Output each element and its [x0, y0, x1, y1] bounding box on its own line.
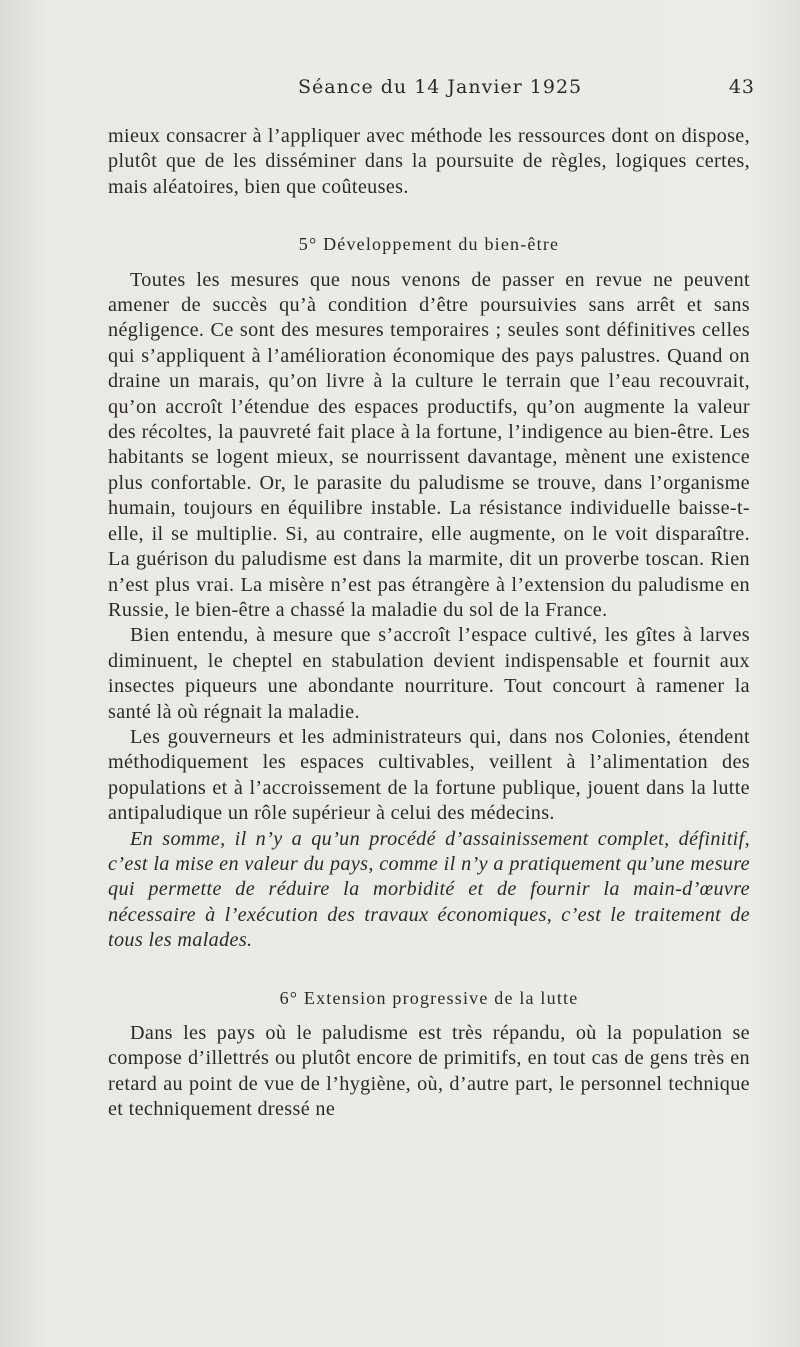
- section-heading-5: 5° Développement du bien-être: [298, 234, 560, 255]
- running-header: [108, 76, 755, 102]
- page-body: [108, 124, 750, 1123]
- paragraph: Dans les pays où le paludisme est très répandu, où la population se compose d’illettrés ou plutôt encore de primitifs, en tout cas de gens très en retard au point de vue de l’hygiène, où, d’autre part, le personnel technique et techniquement dressé ne: [108, 1022, 750, 1121]
- page-number: 43: [728, 76, 755, 98]
- section-heading-6: 6° Extension progressive de la lutte: [279, 987, 579, 1008]
- paragraph-continued: mieux consacrer à l’appliquer avec méthode les ressources dont on dispose, plutôt que de les disséminer dans la poursuite de règles, logiques certes, mais aléatoires, bien que coûteuses.: [108, 125, 750, 198]
- paragraph: Bien entendu, à mesure que s’accroît l’espace cultivé, les gîtes à larves diminuent, le cheptel en stabulation devient indispensable et fournit aux insectes piqueurs une abondante nourriture. Tout concourt à ramener la santé là où régnait la maladie.: [108, 624, 750, 723]
- paragraph-italic-summary: En somme, il n’y a qu’un procédé d’assainissement complet, définitif, c’est la mise en valeur du pays, comme il n’y a pratiquement qu’une mesure qui permette de réduire la morbidité et de fournir la main-d’œuvre nécessaire à l’exécution des travaux économiques, c’est le traitement de tous les malades.: [108, 827, 750, 952]
- paragraph: Toutes les mesures que nous venons de passer en revue ne peuvent amener de succès qu’à condition d’être poursuivies sans arrêt et sans négligence. Ce sont des mesures temporaires ; seules sont définitives celles qui s’appliquent à l’amélioration économique des pays palustres. Quand on draine un marais, qu’on livre à la culture le terrain que l’eau recouvrait, qu’on accroît l’étendue des espaces productifs, qu’on augmente la valeur des récoltes, la pauvreté fait place à la fortune, l’indigence au bien-être. Les habitants se logent mieux, se nourrissent davantage, mènent une existence plus confortable. Or, le parasite du paludisme se trouve, dans l’organisme humain, toujours en équilibre instable. La résistance individuelle baisse-t-elle, il se multiplie. Si, au contraire, elle augmente, on le voit disparaître. La guérison du paludisme est dans la marmite, dit un proverbe toscan. Rien n’est plus vrai. La misère n’est pas étrangère à l’extension du paludisme en Russie, le bien-être a chassé la maladie du sol de la France.: [108, 268, 750, 621]
- running-title: Séance du 14 Janvier 1925: [298, 76, 583, 98]
- paragraph: Les gouverneurs et les administrateurs qui, dans nos Colonies, étendent méthodiquement les espaces cultivables, veillent à l’alimentation des populations et à l’accroissement de la fortune publique, jouent dans la lutte antipaludique un rôle supérieur à celui des médecins.: [108, 725, 750, 825]
